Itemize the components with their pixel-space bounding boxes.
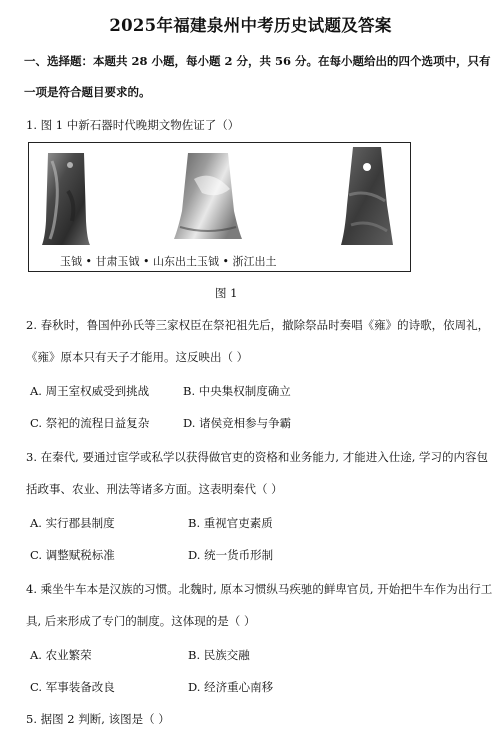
question-2-stem-line-1: 2. 春秋时，鲁国仲孙氏等三家权臣在祭祀祖先后，撤除祭品时奏唱《雍》的诗歌，依周礼， <box>26 318 490 332</box>
figure-1-label: 图 1 <box>215 286 238 300</box>
question-4-option-b: B. 民族交融 <box>188 648 250 662</box>
question-3-stem-line-2: 括政事、农业、刑法等诸多方面。这表明秦代（ ） <box>26 482 283 496</box>
question-2-option-b: B. 中央集权制度确立 <box>183 384 291 398</box>
question-4-stem-line-1: 4. 乘坐牛车本是汉族的习惯。北魏时, 原本习惯纵马疾驰的鲜卑官员, 开始把牛车作为出行工 <box>26 582 493 596</box>
figure-1-box <box>28 142 411 272</box>
question-5-stem: 5. 据图 2 判断, 该图是（ ） <box>26 712 170 726</box>
question-2-option-d: D. 诸侯竞相参与争霸 <box>183 416 292 430</box>
jade-axe-gansu-image <box>40 151 92 247</box>
question-1-stem: 1. 图 1 中新石器时代晚期文物佐证了（） <box>26 118 240 132</box>
jade-axe-zhejiang-image <box>339 145 395 249</box>
question-3-option-d: D. 统一货币形制 <box>188 548 274 562</box>
question-3-stem-line-1: 3. 在秦代, 要通过宦学或私学以获得做官吏的资格和业务能力, 才能进入仕途, 学习的内容包 <box>26 450 489 464</box>
figure-1-caption: 玉钺 • 甘肃玉钺 • 山东出土玉钺 • 浙江出土 <box>60 255 277 268</box>
question-2-option-c: C. 祭祀的流程日益复杂 <box>30 416 150 430</box>
question-4-option-d: D. 经济重心南移 <box>188 680 274 694</box>
section-instruction-line-2: 一项是符合题目要求的。 <box>24 85 151 99</box>
question-4-stem-line-2: 具, 后来形成了专门的制度。这体现的是（ ） <box>26 614 256 628</box>
question-4-option-a: A. 农业繁荣 <box>30 648 92 662</box>
question-2-option-a: A. 周王室权威受到挑战 <box>30 384 150 398</box>
question-2-stem-line-2: 《雍》原本只有天子才能用。这反映出（ ） <box>26 350 249 364</box>
jade-axe-shandong-image <box>172 149 244 243</box>
section-instruction-line-1: 一、选择题：本题共 28 小题，每小题 2 分，共 56 分。在每小题给出的四个选项中，只有 <box>24 54 491 68</box>
question-4-option-c: C. 军事装备改良 <box>30 680 115 694</box>
page-title: 2025年福建泉州中考历史试题及答案 <box>109 16 392 35</box>
question-3-option-b: B. 重视官吏素质 <box>188 516 273 530</box>
question-3-option-c: C. 调整赋税标准 <box>30 548 115 562</box>
question-3-option-a: A. 实行郡县制度 <box>30 516 115 530</box>
